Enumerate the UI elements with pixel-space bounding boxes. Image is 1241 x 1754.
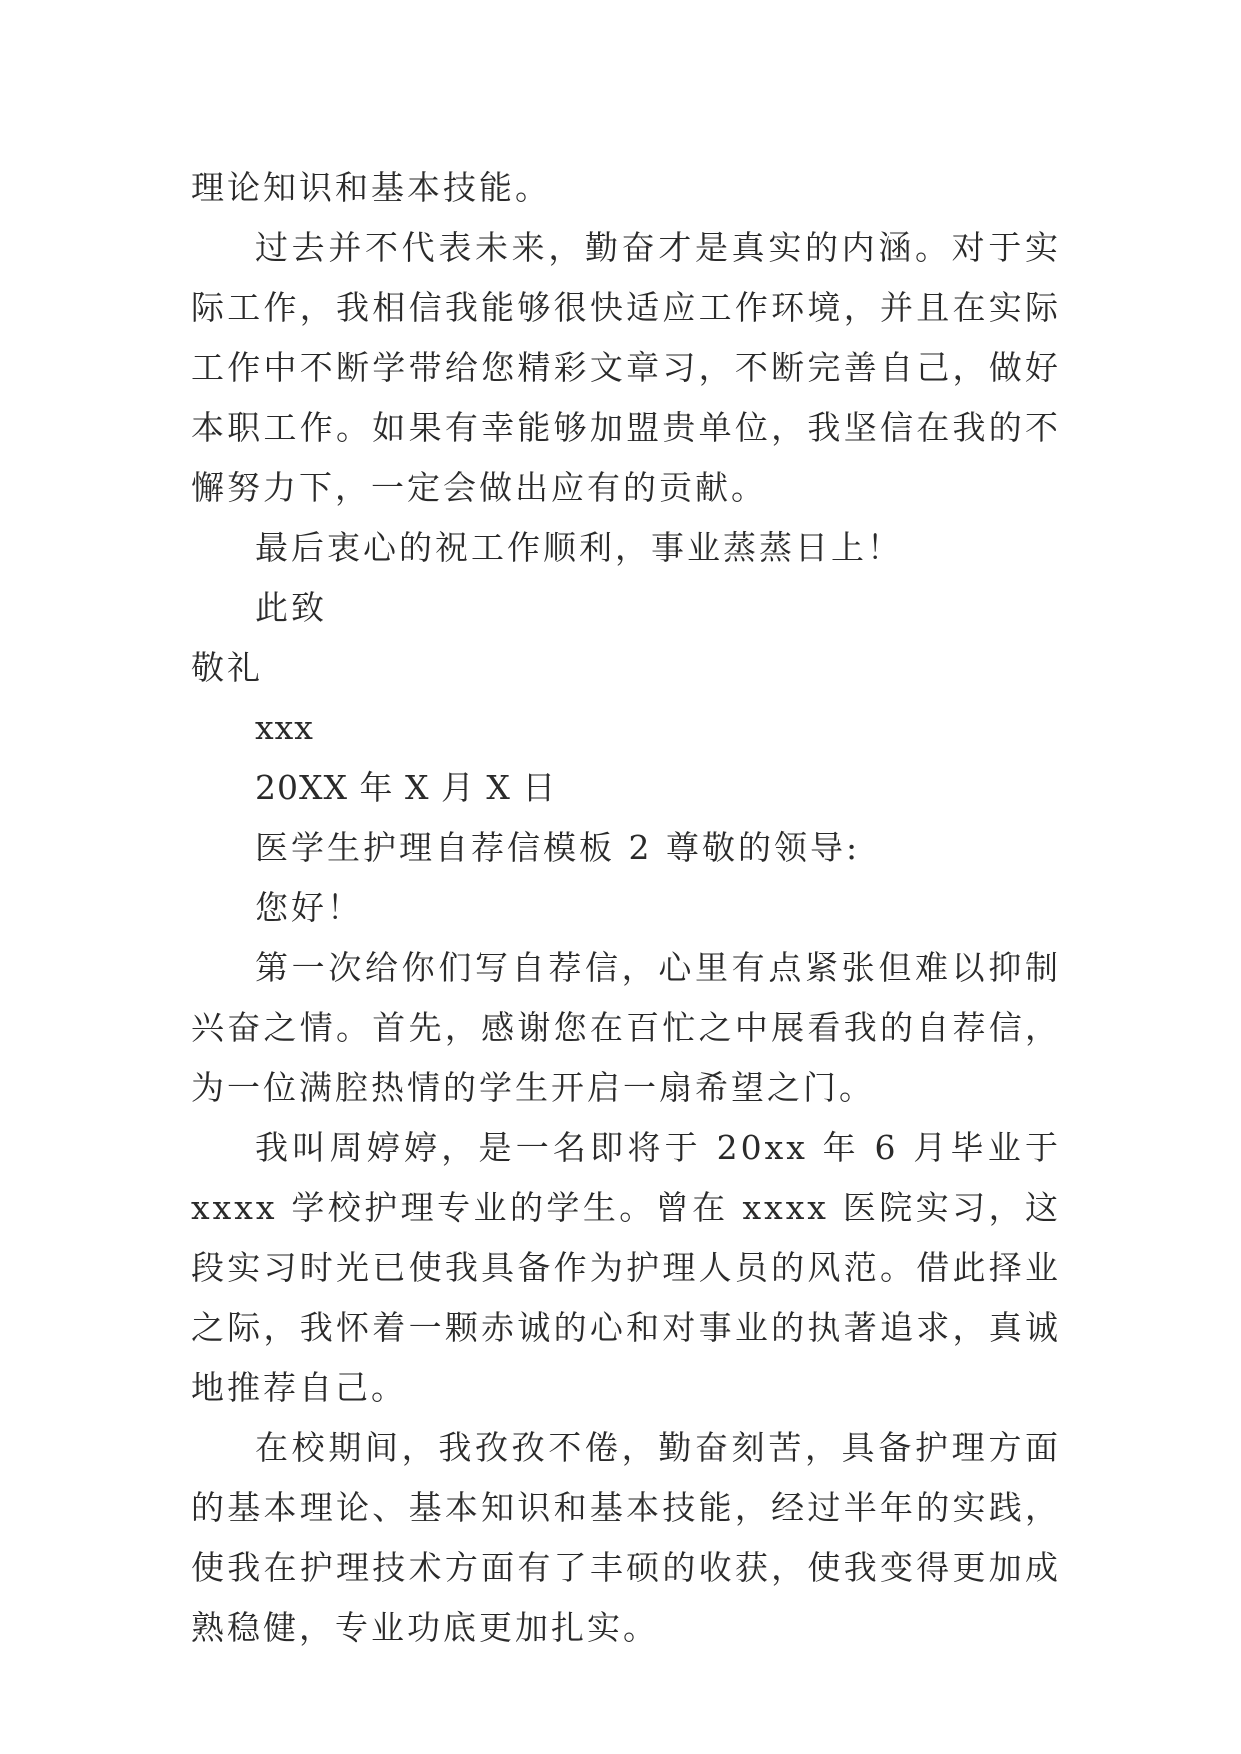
paragraph-introduction: 第一次给你们写自荐信，心里有点紧张但难以抑制兴奋之情。首先，感谢您在百忙之中展看我的自荐信，为一位满腔热情的学生开启一扇希望之门。 (191, 948, 1061, 1107)
paragraph-self-description: 我叫周婷婷，是一名即将于 20xx 年 6 月毕业于 xxxx 学校护理专业的学生。曾在 xxxx 医院实习，这段实习时光已使我具备作为护理人员的风范。借此择业之际，我怀着一颗赤诚的心和对事业的执著追求，真诚地推荐自己。 (191, 1128, 1061, 1407)
paragraph-school-experience: 在校期间，我孜孜不倦，勤奋刻苦，具备护理方面的基本理论、基本知识和基本技能，经过半年的实践，使我在护理技术方面有了丰硕的收获，使我变得更加成熟稳健，专业功底更加扎实。 (191, 1428, 1061, 1647)
document-body (191, 158, 1061, 1658)
signature-name: xxx (255, 708, 314, 747)
paragraph-closing-wish: 最后衷心的祝工作顺利，事业蒸蒸日上！ (255, 528, 903, 567)
closing-salutation: 此致 (255, 588, 327, 627)
signature-date: 20XX 年 X 月 X 日 (255, 768, 557, 807)
greeting: 您好！ (255, 888, 363, 927)
closing-regards: 敬礼 (191, 648, 263, 687)
template-heading: 医学生护理自荐信模板 2 尊敬的领导: (255, 828, 861, 867)
paragraph-future-commitment: 过去并不代表未来，勤奋才是真实的内涵。对于实际工作，我相信我能够很快适应工作环境，并且在实际工作中不断学带给您精彩文章习，不断完善自己，做好本职工作。如果有幸能够加盟贵单位，我坚信在我的不懈努力下，一定会做出应有的贡献。 (191, 228, 1061, 507)
paragraph-continuation: 理论知识和基本技能。 (191, 168, 551, 207)
